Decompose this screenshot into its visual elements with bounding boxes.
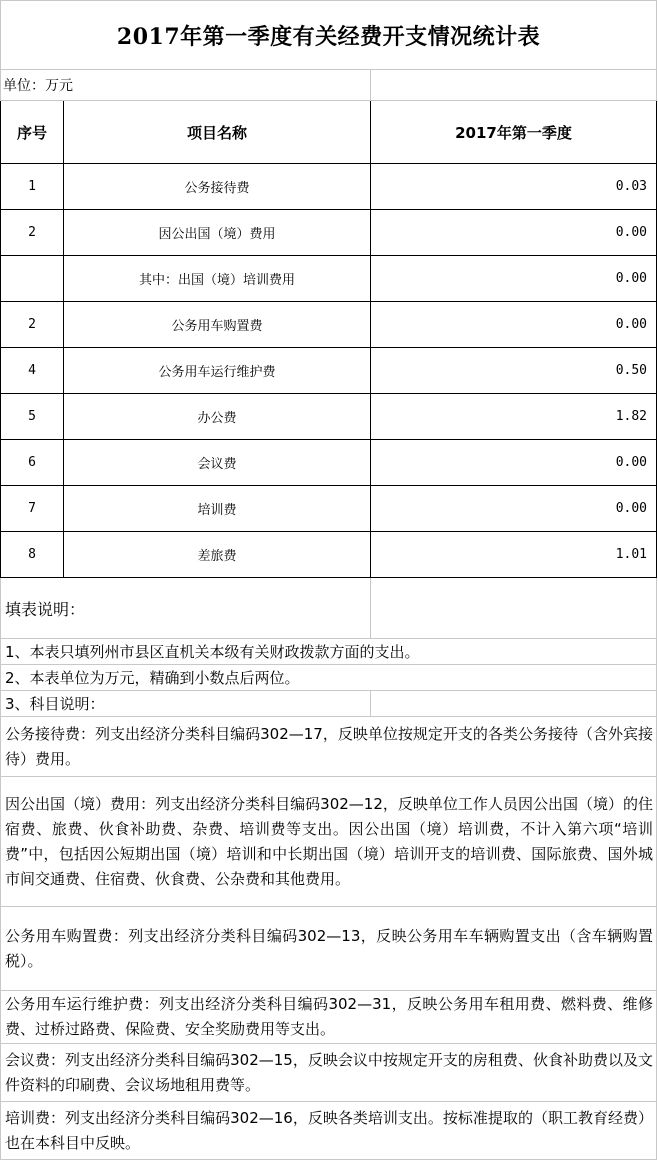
- header-index[interactable]: 序号: [1, 101, 64, 164]
- note-row: [1, 639, 657, 665]
- page-title[interactable]: 2017年第一季度有关经费开支情况统计表: [1, 1, 657, 70]
- row-value[interactable]: 0.03: [371, 164, 657, 210]
- row-value[interactable]: 0.00: [371, 486, 657, 532]
- notes-heading[interactable]: 填表说明：: [1, 578, 371, 639]
- description-row: [1, 1044, 657, 1102]
- row-index[interactable]: 7: [1, 486, 64, 532]
- row-item-name[interactable]: 公务用车购置费: [64, 302, 371, 348]
- row-value[interactable]: 0.00: [371, 440, 657, 486]
- table-row: [1, 486, 657, 532]
- description-training[interactable]: 培训费：列支出经济分类科目编码302—16，反映各类培训支出。按标准提取的（职工教育经费）也在本科目中反映。: [1, 1102, 657, 1160]
- table-row: [1, 348, 657, 394]
- row-item-name[interactable]: 会议费: [64, 440, 371, 486]
- description-row: [1, 991, 657, 1044]
- description-vehicle-operation[interactable]: 公务用车运行维护费：列支出经济分类科目编码302—31，反映公务用车租用费、燃料费、维修费、过桥过路费、保险费、安全奖励费用等支出。: [1, 991, 657, 1044]
- row-item-name[interactable]: 培训费: [64, 486, 371, 532]
- row-value[interactable]: 0.00: [371, 256, 657, 302]
- row-item-name[interactable]: 公务接待费: [64, 164, 371, 210]
- table-row: [1, 440, 657, 486]
- empty-cell[interactable]: [371, 70, 657, 101]
- header-period[interactable]: 2017年第一季度: [371, 101, 657, 164]
- table-row: [1, 532, 657, 578]
- empty-cell[interactable]: [371, 691, 657, 717]
- empty-cell[interactable]: [371, 578, 657, 639]
- row-index[interactable]: 2: [1, 302, 64, 348]
- header-row: [1, 101, 657, 164]
- note-line[interactable]: 1、本表只填列州市县区直机关本级有关财政拨款方面的支出。: [1, 639, 657, 665]
- row-item-name[interactable]: 其中：出国（境）培训费用: [64, 256, 371, 302]
- row-index[interactable]: 1: [1, 164, 64, 210]
- description-meeting[interactable]: 会议费：列支出经济分类科目编码302—15，反映会议中按规定开支的房租费、伙食补助费以及文件资料的印刷费、会议场地租用费等。: [1, 1044, 657, 1102]
- row-value[interactable]: 0.00: [371, 302, 657, 348]
- row-index[interactable]: 6: [1, 440, 64, 486]
- table-row: [1, 302, 657, 348]
- row-value[interactable]: 0.00: [371, 210, 657, 256]
- description-reception[interactable]: 公务接待费：列支出经济分类科目编码302—17，反映单位按规定开支的各类公务接待（含外宾接待）费用。: [1, 717, 657, 777]
- description-row: [1, 717, 657, 777]
- row-item-name[interactable]: 公务用车运行维护费: [64, 348, 371, 394]
- row-item-name[interactable]: 差旅费: [64, 532, 371, 578]
- table-row: [1, 394, 657, 440]
- table-row: [1, 164, 657, 210]
- row-item-name[interactable]: 办公费: [64, 394, 371, 440]
- note-row: [1, 691, 657, 717]
- description-row: [1, 907, 657, 991]
- table-row: [1, 256, 657, 302]
- description-overseas[interactable]: 因公出国（境）费用：列支出经济分类科目编码302—12，反映单位工作人员因公出国（境）的住宿费、旅费、伙食补助费、杂费、培训费等支出。因公出国（境）培训费，不计入第六项“培训费”中，包括因公短期出国（境）培训和中长期出国（境）培训开支的培训费、国际旅费、国外城市间交通费、住宿费、伙食费、公杂费和其他费用。: [1, 777, 657, 907]
- unit-row: [1, 70, 657, 101]
- note-row: [1, 665, 657, 691]
- row-value[interactable]: 1.01: [371, 532, 657, 578]
- note-line[interactable]: 3、科目说明：: [1, 691, 371, 717]
- row-index[interactable]: 8: [1, 532, 64, 578]
- table-row: [1, 210, 657, 256]
- description-vehicle-purchase[interactable]: 公务用车购置费：列支出经济分类科目编码302—13，反映公务用车车辆购置支出（含车辆购置税）。: [1, 907, 657, 991]
- row-item-name[interactable]: 因公出国（境）费用: [64, 210, 371, 256]
- row-index[interactable]: 5: [1, 394, 64, 440]
- header-item-name[interactable]: 项目名称: [64, 101, 371, 164]
- row-index[interactable]: [1, 256, 64, 302]
- note-line[interactable]: 2、本表单位为万元，精确到小数点后两位。: [1, 665, 657, 691]
- title-row: [1, 1, 657, 70]
- row-index[interactable]: 4: [1, 348, 64, 394]
- description-row: [1, 1102, 657, 1160]
- notes-heading-row: [1, 578, 657, 639]
- row-index[interactable]: 2: [1, 210, 64, 256]
- description-row: [1, 777, 657, 907]
- row-value[interactable]: 0.50: [371, 348, 657, 394]
- row-value[interactable]: 1.82: [371, 394, 657, 440]
- unit-label[interactable]: 单位：万元: [1, 70, 371, 101]
